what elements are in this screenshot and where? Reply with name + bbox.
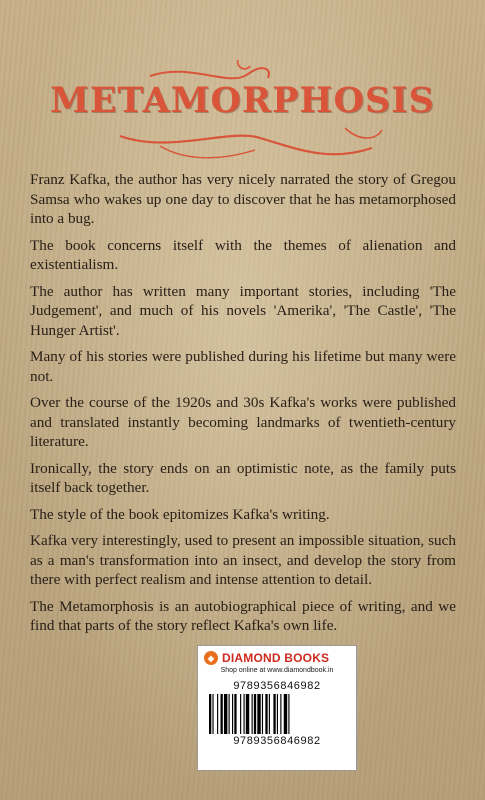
book-title: METAMORPHOSIS	[50, 80, 435, 121]
barcode-bar	[257, 694, 260, 734]
barcode-bar	[277, 694, 278, 734]
barcode-bar	[224, 694, 227, 734]
blurb-paragraph: The book concerns itself with the themes of alienation and existentialism.	[30, 236, 456, 273]
publisher-logo	[204, 650, 350, 666]
barcode-bar	[284, 694, 287, 734]
blurb-paragraph: Ironically, the story ends on an optimistic note, as the family puts itself back together.	[30, 459, 456, 496]
barcode-bar	[246, 694, 249, 734]
barcode-bar	[288, 694, 289, 734]
barcode-icon	[207, 694, 347, 734]
blurb-paragraph: Over the course of the 1920s and 30s Kafka's works were published and translated instantly becoming landmarks of twentieth-century literature.	[30, 394, 456, 450]
barcode-bar	[262, 694, 263, 734]
barcode-bar	[269, 694, 270, 734]
barcode-bar	[212, 694, 213, 734]
barcode-bar	[229, 694, 230, 734]
blurb-paragraph: The author has written many important stories, including 'The Judgement', and much of his novels 'Amerika', 'The Castle', 'The Hunger Artist'.	[30, 282, 456, 339]
blurb-paragraph: Franz Kafka, the author has very nicely narrated the story of Gregou Samsa who wakes up one day to discover that he has metamorphosed into a bug.	[30, 171, 456, 227]
diamond-logo-icon: ◆	[204, 651, 218, 665]
blurb-paragraph: Kafka very interestingly, used to present an impossible situation, such as a man's transformation into an insect, and develop the story from there with perfect realism and intense attention to detail.	[30, 532, 456, 588]
blurb-paragraph: The Metamorphosis is an autobiographical piece of writing, and we find that parts of the story reflect Kafka's own life.	[30, 597, 456, 634]
blurb-paragraph: Many of his stories were published during his lifetime but many were not.	[30, 348, 456, 385]
barcode-bar	[232, 694, 233, 734]
barcode-bar	[254, 694, 256, 734]
isbn-text-bottom: 9789356846982	[233, 735, 321, 747]
barcode-bar	[217, 694, 218, 734]
barcode-bar	[280, 694, 281, 734]
barcode-bar	[240, 694, 241, 734]
publisher-tagline: Shop online at www.diamondbook.in	[220, 667, 334, 674]
barcode-label	[197, 645, 357, 771]
barcode-bar	[234, 694, 236, 734]
barcode-bar	[265, 694, 267, 734]
barcode-bar	[273, 694, 275, 734]
isbn-text-top: 9789356846982	[233, 680, 321, 692]
blurb	[30, 170, 456, 643]
barcode-bar	[244, 694, 245, 734]
publisher-name: DIAMOND BOOKS	[222, 651, 330, 665]
barcode-bar	[252, 694, 253, 734]
barcode-bar	[221, 694, 223, 734]
blurb-paragraph: The style of the book epitomizes Kafka's writing.	[30, 505, 330, 523]
title-block	[0, 58, 485, 168]
barcode-bar	[209, 694, 211, 734]
